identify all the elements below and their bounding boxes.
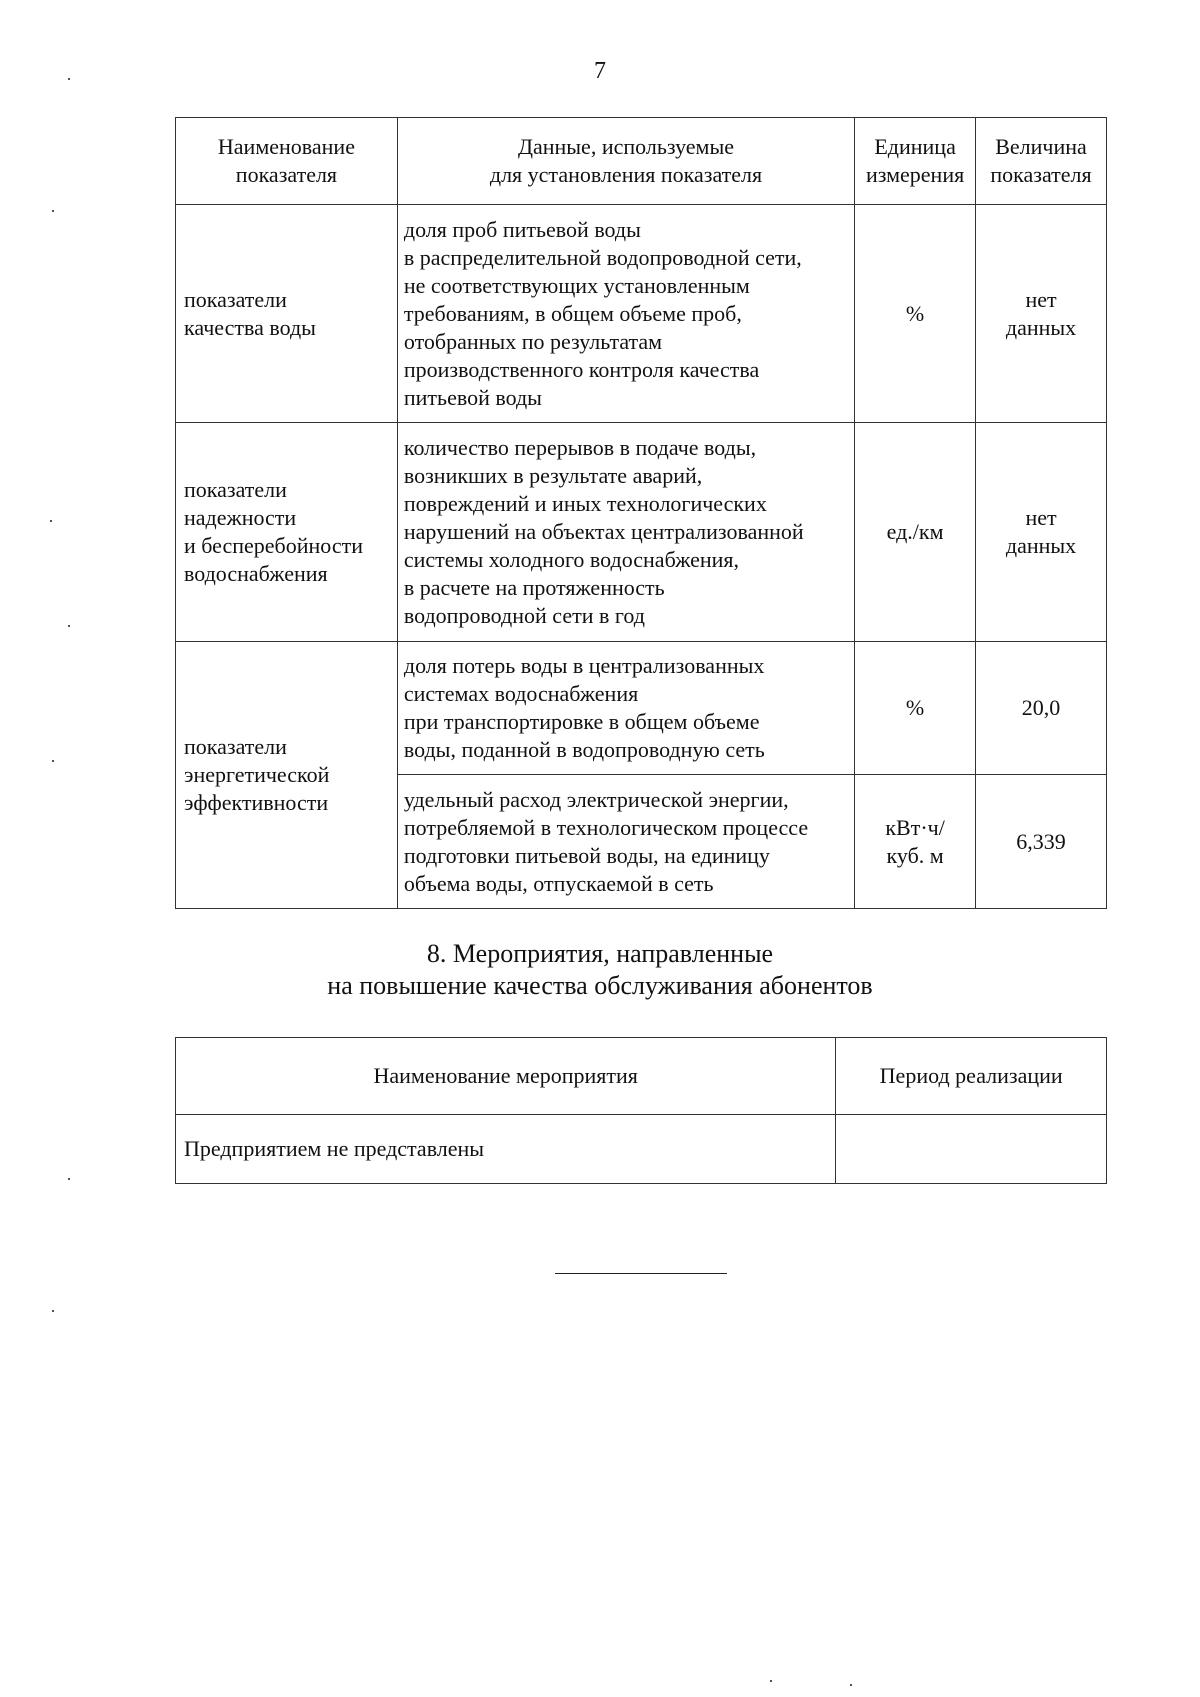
indicator-value: 6,339	[976, 775, 1107, 909]
section-title-line-1: 8. Мероприятия, направленные	[426, 939, 774, 968]
header-source-data: Данные, используемые для установления показателя	[397, 118, 854, 205]
scan-speck	[770, 1680, 772, 1682]
table-row	[176, 205, 1107, 423]
header-indicator-name: Наименование показателя	[176, 118, 398, 205]
indicator-unit: ед./км	[855, 423, 976, 642]
activity-period	[836, 1115, 1107, 1184]
activities-table	[175, 1037, 1107, 1184]
table-row	[176, 642, 1107, 775]
scan-speck	[850, 1684, 852, 1686]
indicators-table	[175, 117, 1107, 909]
table-header-row	[176, 118, 1107, 205]
header-period: Период реализации	[836, 1038, 1107, 1115]
indicator-name: показатели надежности и бесперебойности водоснабжения	[176, 423, 398, 642]
indicator-value: 20,0	[976, 642, 1107, 775]
indicator-source-data: удельный расход электрической энергии, потребляемой в технологическом процессе подготовки питьевой воды, на единицу объема воды, отпускаемой в сеть	[397, 775, 854, 909]
table-row	[176, 1115, 1107, 1184]
header-activity-name: Наименование мероприятия	[176, 1038, 836, 1115]
section-title-line-2: на повышение качества обслуживания абонентов	[327, 971, 873, 1000]
indicator-unit: кВт·ч/ куб. м	[855, 775, 976, 909]
activity-name: Предприятием не представлены	[176, 1115, 836, 1184]
table-row	[176, 423, 1107, 642]
scan-speck	[68, 1178, 70, 1180]
indicator-unit: %	[855, 642, 976, 775]
indicator-source-data: количество перерывов в подаче воды, возникших в результате аварий, повреждений и иных технологических нарушений на объектах централизованной системы холодного водоснабжения, в расчете на протяженность водопроводной сети в год	[397, 423, 854, 642]
scan-speck	[52, 210, 54, 212]
section-8-title	[0, 938, 1200, 1002]
indicator-source-data: доля проб питьевой воды в распределительной водопроводной сети, не соответствующих установленным требованиям, в общем объеме проб, отобранных по результатам производственного контроля качества питьевой воды	[397, 205, 854, 423]
header-value: Величина показателя	[976, 118, 1107, 205]
indicator-name: показатели качества воды	[176, 205, 398, 423]
scan-speck	[68, 625, 70, 627]
indicator-name: показатели энергетической эффективности	[176, 642, 398, 909]
page-number: 7	[594, 58, 606, 84]
header-unit: Единица измерения	[855, 118, 976, 205]
scan-speck	[52, 760, 54, 762]
scan-speck	[50, 520, 52, 522]
scan-speck	[52, 1310, 54, 1312]
scan-speck	[68, 78, 70, 80]
indicator-unit: %	[855, 205, 976, 423]
end-divider	[555, 1273, 727, 1274]
indicator-value: нет данных	[976, 205, 1107, 423]
indicator-source-data: доля потерь воды в централизованных системах водоснабжения при транспортировке в общем объеме воды, поданной в водопроводную сеть	[397, 642, 854, 775]
indicator-value: нет данных	[976, 423, 1107, 642]
table-header-row	[176, 1038, 1107, 1115]
